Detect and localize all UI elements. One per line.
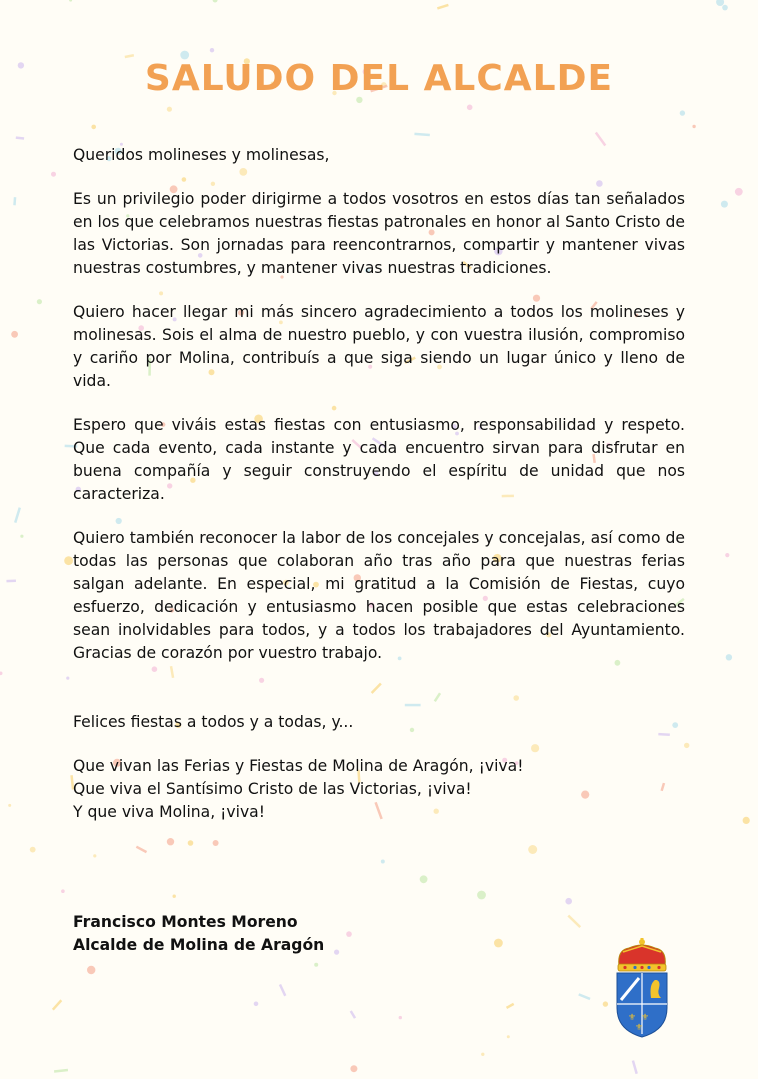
- confetti-piece: [507, 1035, 510, 1038]
- confetti-piece: [477, 891, 486, 900]
- viva-line: Que vivan las Ferias y Fiestas de Molina de Aragón, ¡viva!: [73, 757, 524, 775]
- paragraph: Quiero también reconocer la labor de los concejales y concejalas, así como de todas las personas que colaboran año tras año para que nuestras ferias salgan adelante. En especial, mi gratitud a la Comisión de Fiestas, cuyo esfuerzo, dedicación y entusiasmo hacen posible que estas celebraciones sean inolvidables para todos, y a todos los trabajadores del Ayuntamiento. Gracias de corazón por vuestro trabajo.: [73, 529, 685, 662]
- confetti-piece: [743, 817, 750, 824]
- confetti-piece: [399, 1016, 402, 1019]
- paragraph: Es un privilegio poder dirigirme a todos vosotros en estos días tan señalados en los que celebramos nuestras fiestas patronales en honor al Santo Cristo de las Victorias. Son jornadas para reencontrarnos, compartir y mantener vivas nuestras costumbres, y mantener vivas nuestras tradiciones.: [73, 190, 685, 277]
- confetti-piece: [578, 993, 590, 1000]
- confetti-piece: [213, 0, 218, 3]
- confetti-piece: [0, 672, 3, 676]
- confetti-piece: [93, 854, 96, 857]
- confetti-piece: [14, 507, 21, 523]
- svg-text:⚜: ⚜: [628, 1013, 637, 1023]
- confetti-piece: [481, 1053, 484, 1056]
- confetti-piece: [54, 1069, 68, 1073]
- confetti-piece: [69, 0, 72, 2]
- confetti-piece: [735, 188, 743, 196]
- confetti-piece: [565, 898, 572, 905]
- confetti-piece: [61, 889, 65, 893]
- confetti-piece: [420, 875, 428, 883]
- paragraph: Quiero hacer llegar mi más sincero agradecimiento a todos los molineses y molinesas. Sois el alma de nuestro pueblo, y con vuestra ilusión, compromiso y cariño por Molina, contribuís a que siga siendo un lugar único y lleno de vida.: [73, 303, 685, 390]
- confetti-piece: [91, 125, 96, 130]
- confetti-piece: [528, 845, 537, 854]
- confetti-piece: [692, 125, 695, 128]
- confetti-piece: [721, 201, 728, 208]
- confetti-piece: [314, 963, 318, 967]
- confetti-piece: [567, 915, 581, 928]
- crown-icon: [618, 938, 666, 971]
- letter-body: [73, 144, 685, 845]
- confetti-piece: [437, 4, 449, 10]
- confetti-piece: [64, 556, 73, 565]
- page-title: SALUDO DEL ALCALDE: [144, 58, 614, 99]
- signature-name: Francisco Montes Moreno: [73, 913, 298, 931]
- confetti-piece: [350, 1065, 357, 1072]
- confetti-piece: [506, 1003, 514, 1009]
- vivas-block: [73, 755, 685, 824]
- confetti-piece: [334, 950, 339, 955]
- confetti-piece: [254, 1002, 259, 1007]
- coat-of-arms-icon: [611, 936, 673, 1040]
- viva-line: Que viva el Santísimo Cristo de las Victorias, ¡viva!: [73, 780, 472, 798]
- confetti-piece: [210, 48, 214, 52]
- closing-line: Felices fiestas a todos y a todas, y...: [73, 713, 354, 731]
- confetti-piece: [8, 804, 11, 807]
- signature-role: Alcalde de Molina de Aragón: [73, 936, 325, 954]
- confetti-piece: [6, 580, 16, 583]
- paragraph: Espero que viváis estas fiestas con entusiasmo, responsabilidad y respeto. Que cada evento, cada instante y cada encuentro sirvan para disfrutar en buena compañía y seguir construyendo el espíritu de unidad que nos caracteriza.: [73, 416, 685, 503]
- confetti-piece: [716, 0, 724, 6]
- confetti-piece: [13, 197, 16, 205]
- signature-block: [73, 911, 324, 957]
- confetti-piece: [726, 654, 732, 660]
- confetti-piece: [66, 677, 69, 680]
- confetti-piece: [603, 1001, 608, 1006]
- confetti-piece: [381, 860, 385, 864]
- svg-text:⚜: ⚜: [641, 1013, 650, 1023]
- confetti-piece: [30, 847, 36, 853]
- svg-text:⚜: ⚜: [635, 1023, 644, 1033]
- confetti-piece: [37, 299, 42, 304]
- confetti-piece: [722, 5, 728, 11]
- confetti-piece: [51, 172, 56, 177]
- confetti-piece: [87, 966, 95, 974]
- greeting: Queridos molineses y molinesas,: [73, 146, 330, 164]
- confetti-piece: [350, 1010, 356, 1018]
- confetti-piece: [494, 939, 503, 948]
- confetti-piece: [725, 553, 729, 557]
- confetti-piece: [467, 105, 473, 111]
- confetti-piece: [20, 535, 23, 538]
- shield-icon: [617, 973, 667, 1037]
- confetti-piece: [173, 895, 176, 898]
- confetti-piece: [136, 846, 147, 854]
- confetti-piece: [279, 984, 287, 996]
- confetti-piece: [16, 136, 25, 139]
- confetti-piece: [167, 107, 172, 112]
- confetti-piece: [52, 999, 62, 1010]
- confetti-piece: [346, 931, 352, 937]
- viva-line: Y que viva Molina, ¡viva!: [73, 803, 265, 821]
- confetti-piece: [632, 1060, 638, 1074]
- confetti-piece: [414, 133, 430, 137]
- confetti-piece: [11, 331, 18, 338]
- confetti-piece: [680, 110, 685, 115]
